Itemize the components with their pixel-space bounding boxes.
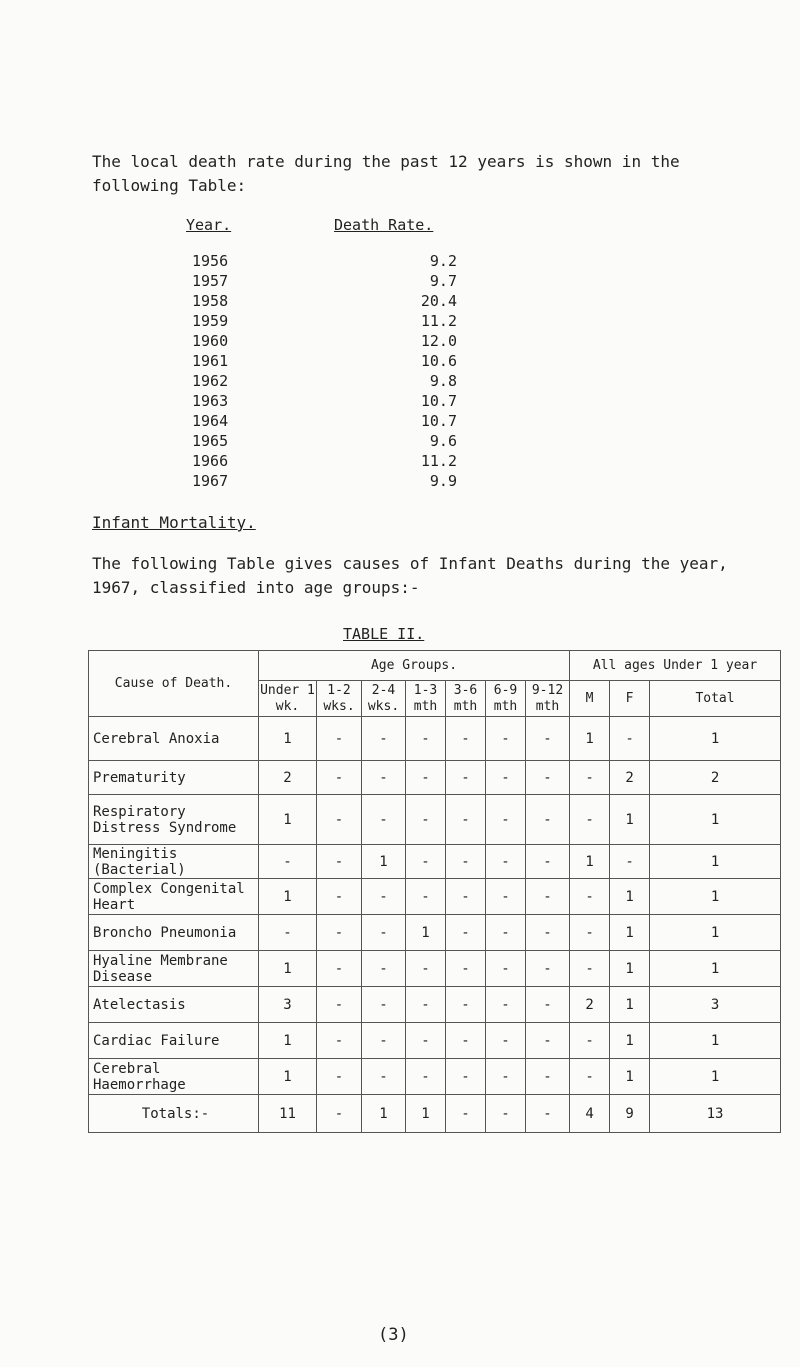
count-cell: -: [317, 845, 362, 879]
count-cell: -: [486, 1095, 526, 1133]
count-cell: 1: [259, 717, 317, 761]
deaths-table-body: [89, 717, 781, 1133]
count-cell: -: [259, 845, 317, 879]
cause-cell: Hyaline Membrane Disease: [89, 951, 259, 987]
count-cell: -: [317, 987, 362, 1023]
cause-cell: Cerebral Anoxia: [89, 717, 259, 761]
count-cell: 1: [259, 951, 317, 987]
age-groups-header: Age Groups.: [259, 651, 570, 681]
count-cell: -: [526, 951, 570, 987]
count-cell: -: [362, 951, 406, 987]
count-cell: 2: [650, 761, 781, 795]
count-cell: 3: [259, 987, 317, 1023]
cause-cell: Totals:-: [89, 1095, 259, 1133]
age-column-header: 1-2 wks.: [317, 681, 362, 717]
cause-cell: Broncho Pneumonia: [89, 915, 259, 951]
rate-value: 9.6: [429, 432, 457, 450]
count-cell: -: [526, 761, 570, 795]
count-cell: -: [317, 717, 362, 761]
count-cell: -: [486, 845, 526, 879]
count-cell: 1: [650, 879, 781, 915]
count-cell: 1: [610, 795, 650, 845]
count-cell: -: [317, 915, 362, 951]
count-cell: 1: [650, 915, 781, 951]
table-row: [89, 1095, 781, 1133]
cause-cell: Cerebral Haemorrhage: [89, 1059, 259, 1095]
age-column-header: 1-3 mth: [406, 681, 446, 717]
infant-deaths-table: [88, 650, 781, 1133]
cause-cell: Meningitis (Bacterial): [89, 845, 259, 879]
section-text: The following Table gives causes of Infant Deaths during the year, 1967, classified into age groups:-: [92, 554, 728, 597]
rate-value: 9.8: [429, 372, 457, 390]
count-cell: -: [406, 845, 446, 879]
count-cell: -: [317, 1023, 362, 1059]
age-column-header: 6-9 mth: [486, 681, 526, 717]
death-rate-row: [186, 251, 534, 271]
count-cell: 11: [259, 1095, 317, 1133]
table-row: [89, 761, 781, 795]
count-cell: -: [526, 717, 570, 761]
cause-header: Cause of Death.: [89, 651, 259, 717]
sex-column-header: M: [570, 681, 610, 717]
count-cell: 1: [610, 1023, 650, 1059]
age-column-header: 9-12 mth: [526, 681, 570, 717]
count-cell: -: [317, 1095, 362, 1133]
intro-paragraph: The local death rate during the past 12 years is shown in the following Table:: [92, 152, 680, 195]
count-cell: -: [570, 761, 610, 795]
count-cell: -: [259, 915, 317, 951]
count-cell: -: [486, 795, 526, 845]
table-row: [89, 951, 781, 987]
count-cell: -: [362, 987, 406, 1023]
count-cell: 1: [650, 795, 781, 845]
cause-cell: Respiratory Distress Syndrome: [89, 795, 259, 845]
table-row: [89, 845, 781, 879]
count-cell: -: [610, 845, 650, 879]
year-value: 1967: [192, 472, 229, 490]
death-rate-row: [186, 371, 534, 391]
count-cell: 1: [259, 879, 317, 915]
count-cell: 1: [259, 1059, 317, 1095]
year-value: 1964: [192, 412, 229, 430]
count-cell: -: [570, 879, 610, 915]
age-column-header: 3-6 mth: [446, 681, 486, 717]
count-cell: -: [526, 1095, 570, 1133]
count-cell: -: [446, 987, 486, 1023]
count-cell: 1: [650, 717, 781, 761]
count-cell: -: [526, 987, 570, 1023]
rate-value: 9.2: [429, 252, 457, 270]
count-cell: 1: [570, 717, 610, 761]
table-row: [89, 795, 781, 845]
table-row: [89, 1023, 781, 1059]
count-cell: -: [570, 951, 610, 987]
count-cell: -: [486, 915, 526, 951]
count-cell: -: [526, 879, 570, 915]
death-rate-row: [186, 431, 534, 451]
count-cell: -: [570, 795, 610, 845]
count-cell: 1: [406, 1095, 446, 1133]
count-cell: -: [446, 761, 486, 795]
count-cell: -: [446, 717, 486, 761]
count-cell: -: [610, 717, 650, 761]
rate-value: 11.2: [420, 452, 457, 470]
year-value: 1963: [192, 392, 229, 410]
rate-value: 9.9: [429, 472, 457, 490]
count-cell: -: [362, 1059, 406, 1095]
sex-column-header: F: [610, 681, 650, 717]
count-cell: -: [362, 879, 406, 915]
count-cell: -: [317, 879, 362, 915]
count-cell: 1: [610, 1059, 650, 1095]
count-cell: 1: [259, 795, 317, 845]
all-ages-header: All ages Under 1 year: [570, 651, 781, 681]
rate-value: 10.7: [420, 392, 457, 410]
year-value: 1966: [192, 452, 229, 470]
count-cell: -: [406, 879, 446, 915]
count-cell: 13: [650, 1095, 781, 1133]
table-row: [89, 717, 781, 761]
count-cell: 2: [259, 761, 317, 795]
count-cell: -: [446, 795, 486, 845]
count-cell: -: [406, 761, 446, 795]
year-value: 1957: [192, 272, 229, 290]
death-rate-row: [186, 271, 534, 291]
count-cell: -: [526, 915, 570, 951]
count-cell: -: [406, 987, 446, 1023]
count-cell: -: [526, 795, 570, 845]
count-cell: -: [446, 1023, 486, 1059]
rate-value: 10.6: [420, 352, 457, 370]
year-value: 1960: [192, 332, 229, 350]
age-column-header: Under 1 wk.: [259, 681, 317, 717]
year-header: Year.: [186, 216, 232, 234]
count-cell: -: [486, 761, 526, 795]
death-rate-row: [186, 451, 534, 471]
count-cell: -: [526, 1059, 570, 1095]
count-cell: -: [406, 1023, 446, 1059]
rate-value: 11.2: [420, 312, 457, 330]
count-cell: -: [362, 1023, 406, 1059]
count-cell: -: [406, 795, 446, 845]
count-cell: 1: [610, 915, 650, 951]
count-cell: -: [317, 795, 362, 845]
rate-value: 10.7: [420, 412, 457, 430]
count-cell: -: [486, 951, 526, 987]
year-value: 1959: [192, 312, 229, 330]
count-cell: -: [486, 879, 526, 915]
count-cell: 1: [610, 951, 650, 987]
count-cell: 1: [570, 845, 610, 879]
count-cell: 1: [362, 845, 406, 879]
count-cell: -: [446, 1059, 486, 1095]
count-cell: -: [570, 1059, 610, 1095]
year-value: 1956: [192, 252, 229, 270]
count-cell: 1: [610, 987, 650, 1023]
count-cell: -: [486, 717, 526, 761]
count-cell: -: [406, 1059, 446, 1095]
table-row: [89, 879, 781, 915]
count-cell: -: [446, 915, 486, 951]
year-value: 1965: [192, 432, 229, 450]
count-cell: -: [570, 1023, 610, 1059]
count-cell: 1: [610, 879, 650, 915]
count-cell: 9: [610, 1095, 650, 1133]
count-cell: -: [317, 1059, 362, 1095]
death-rate-list: [186, 251, 534, 491]
count-cell: -: [486, 1059, 526, 1095]
count-cell: -: [526, 1023, 570, 1059]
count-cell: -: [406, 951, 446, 987]
count-cell: -: [486, 987, 526, 1023]
year-value: 1962: [192, 372, 229, 390]
count-cell: 1: [650, 951, 781, 987]
table-row: [89, 987, 781, 1023]
count-cell: -: [362, 795, 406, 845]
count-cell: 3: [650, 987, 781, 1023]
count-cell: 1: [406, 915, 446, 951]
count-cell: 1: [259, 1023, 317, 1059]
death-rate-row: [186, 351, 534, 371]
age-column-header: 2-4 wks.: [362, 681, 406, 717]
rate-value: 20.4: [420, 292, 457, 310]
count-cell: 1: [650, 845, 781, 879]
rate-value: 12.0: [420, 332, 457, 350]
cause-cell: Atelectasis: [89, 987, 259, 1023]
count-cell: -: [317, 951, 362, 987]
death-rate-row: [186, 311, 534, 331]
table-row: [89, 1059, 781, 1095]
death-rate-row: [186, 471, 534, 491]
count-cell: -: [526, 845, 570, 879]
cause-cell: Complex Congenital Heart: [89, 879, 259, 915]
death-rate-row: [186, 411, 534, 431]
count-cell: -: [362, 915, 406, 951]
year-value: 1961: [192, 352, 229, 370]
count-cell: 4: [570, 1095, 610, 1133]
death-rate-row: [186, 331, 534, 351]
count-cell: -: [446, 845, 486, 879]
death-rate-row: [186, 291, 534, 311]
table-row: [89, 915, 781, 951]
table-title: TABLE II.: [343, 625, 425, 643]
section-title: Infant Mortality.: [92, 513, 256, 532]
cause-cell: Cardiac Failure: [89, 1023, 259, 1059]
count-cell: -: [446, 1095, 486, 1133]
count-cell: 2: [570, 987, 610, 1023]
count-cell: -: [317, 761, 362, 795]
death-rate-table: [186, 216, 534, 491]
sex-column-header: Total: [650, 681, 781, 717]
count-cell: -: [362, 761, 406, 795]
count-cell: 1: [650, 1059, 781, 1095]
cause-cell: Prematurity: [89, 761, 259, 795]
count-cell: -: [406, 717, 446, 761]
count-cell: -: [570, 915, 610, 951]
count-cell: 1: [650, 1023, 781, 1059]
count-cell: 2: [610, 761, 650, 795]
count-cell: -: [446, 951, 486, 987]
rate-value: 9.7: [429, 272, 457, 290]
death-rate-row: [186, 391, 534, 411]
page-number: (3): [378, 1325, 409, 1345]
count-cell: -: [362, 717, 406, 761]
count-cell: -: [446, 879, 486, 915]
count-cell: -: [486, 1023, 526, 1059]
death-rate-header: Death Rate.: [334, 216, 434, 234]
year-value: 1958: [192, 292, 229, 310]
count-cell: 1: [362, 1095, 406, 1133]
